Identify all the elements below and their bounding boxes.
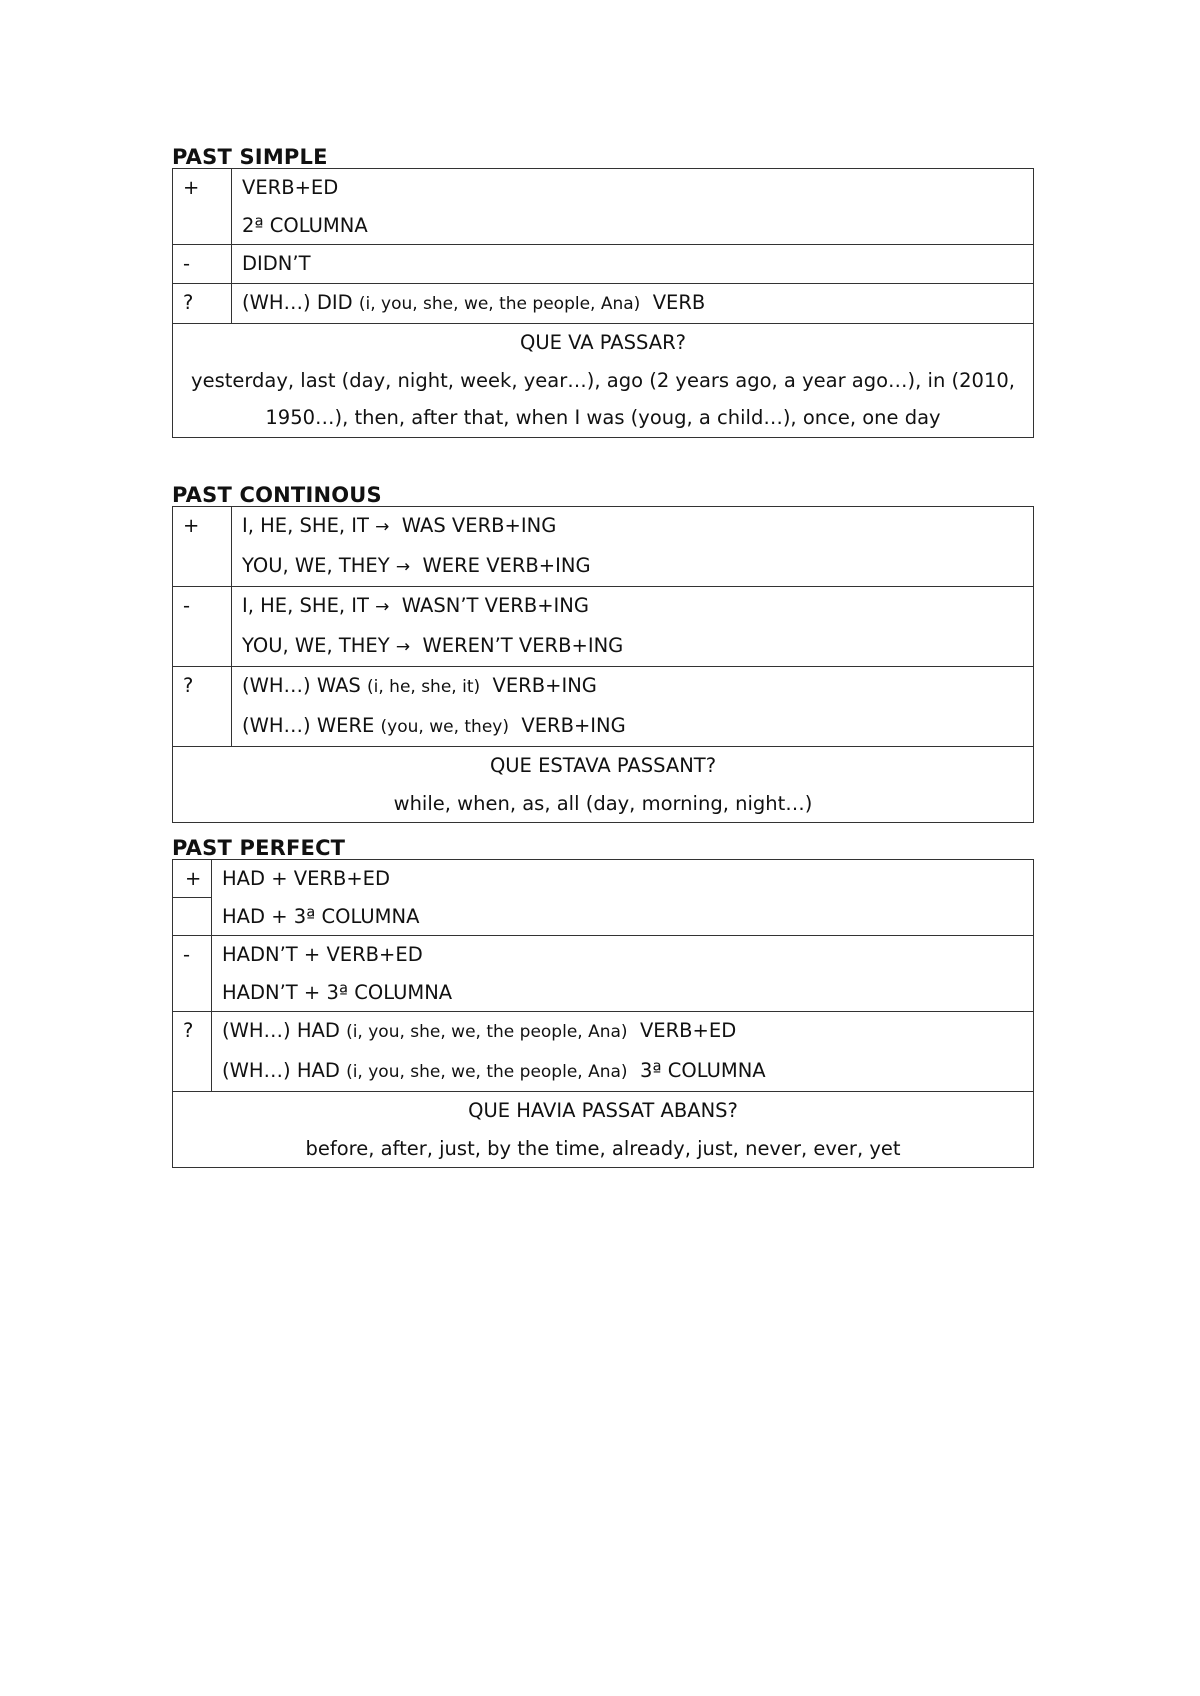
form-line — [242, 507, 1023, 547]
form-prefix: (WH…) WERE — [242, 713, 381, 737]
affirmative-symbol: + — [173, 507, 232, 587]
subject: I, HE, SHE, IT — [242, 514, 376, 537]
form-line — [242, 627, 1023, 667]
question-forms — [232, 283, 1034, 324]
form: WAS VERB+ING — [389, 514, 557, 537]
summary-title: QUE VA PASSAR? — [520, 331, 686, 354]
question-symbol: ? — [173, 283, 232, 324]
form-suffix: VERB+ING — [508, 713, 626, 737]
subject: YOU, WE, THEY — [242, 553, 396, 577]
past-perfect-table — [172, 859, 1034, 1168]
question-forms — [212, 1012, 1034, 1092]
form-line — [242, 587, 1023, 627]
form: WERE VERB+ING — [410, 553, 591, 577]
form-line: VERB+ED — [242, 176, 339, 199]
summary-text: before, after, just, by the time, already, just, never, ever, yet — [305, 1136, 901, 1160]
form: WASN’T VERB+ING — [389, 594, 590, 617]
question-symbol: ? — [173, 1012, 212, 1092]
form-line — [242, 707, 1023, 747]
pronouns: (i, you, she, we, the people, Ana) — [358, 293, 641, 314]
arrow-icon: → — [375, 517, 390, 537]
form-prefix: (WH…) WAS — [242, 674, 367, 697]
form-suffix: VERB+ED — [627, 1019, 737, 1042]
table-row — [173, 283, 1034, 324]
summary-text: while, when, as, all (day, morning, night…) — [393, 791, 813, 815]
summary-title: QUE ESTAVA PASSANT? — [489, 754, 717, 777]
affirmative-symbol — [173, 860, 212, 936]
time-expressions-cell — [173, 324, 1034, 438]
form: WEREN’T VERB+ING — [410, 633, 624, 657]
affirmative-forms — [212, 860, 1034, 936]
past-continuous-title: PAST CONTINOUS — [172, 483, 382, 507]
pronouns: (i, he, she, it) — [367, 677, 481, 697]
past-continuous-table — [172, 506, 1034, 823]
pronouns: (you, we, they) — [380, 716, 509, 737]
form-suffix: 3ª COLUMNA — [627, 1058, 766, 1082]
form-line — [242, 284, 1023, 324]
table-row — [173, 1012, 1034, 1092]
table-row — [173, 747, 1034, 823]
past-continuous-section — [172, 484, 1034, 823]
time-expressions-cell — [173, 1092, 1034, 1168]
form-line — [222, 1012, 1023, 1052]
past-simple-section — [172, 146, 1034, 438]
arrow-icon: → — [375, 597, 390, 617]
form-prefix: (WH…) HAD — [222, 1058, 347, 1082]
form-line: HAD + VERB+ED — [222, 867, 391, 890]
table-row — [173, 860, 1034, 936]
subject: I, HE, SHE, IT — [242, 594, 376, 617]
form-line — [242, 667, 1023, 707]
affirmative-forms — [232, 169, 1034, 245]
table-row — [173, 936, 1034, 1012]
subject: YOU, WE, THEY — [242, 633, 396, 657]
past-simple-title: PAST SIMPLE — [172, 145, 328, 169]
affirmative-symbol-label: + — [173, 860, 211, 898]
form-line: HADN’T + VERB+ED — [222, 943, 423, 966]
negative-forms — [232, 587, 1034, 667]
past-simple-table — [172, 168, 1034, 438]
affirmative-forms — [232, 507, 1034, 587]
form-suffix: VERB+ING — [480, 674, 597, 697]
table-row — [173, 245, 1034, 284]
empty-cell — [173, 898, 211, 935]
table-row — [173, 324, 1034, 438]
pronouns: (i, you, she, we, the people, Ana) — [346, 1061, 628, 1082]
negative-forms — [232, 245, 1034, 284]
form-line: 2ª COLUMNA — [242, 213, 368, 237]
table-row — [173, 507, 1034, 587]
form-line — [242, 547, 1023, 587]
time-expressions-cell — [173, 747, 1034, 823]
table-row — [173, 1092, 1034, 1168]
table-row — [173, 667, 1034, 747]
form-prefix: (WH…) DID — [242, 290, 359, 314]
negative-symbol: - — [173, 936, 212, 1012]
question-forms — [232, 667, 1034, 747]
negative-symbol: - — [173, 587, 232, 667]
table-row — [173, 587, 1034, 667]
form-line: HADN’T + 3ª COLUMNA — [222, 980, 453, 1004]
negative-forms — [212, 936, 1034, 1012]
affirmative-symbol: + — [173, 169, 232, 245]
past-perfect-section — [172, 837, 1034, 1168]
form-line — [222, 1052, 1023, 1092]
table-row — [173, 169, 1034, 245]
summary-title: QUE HAVIA PASSAT ABANS? — [468, 1099, 738, 1122]
summary-text: yesterday, last (day, night, week, year…), ago (2 years ago, a year ago…), in (2010, 1950…), then, after that, when I was (youg, a child…), once, one day — [191, 368, 1015, 429]
past-perfect-title: PAST PERFECT — [172, 836, 346, 860]
form-prefix: (WH…) HAD — [222, 1019, 347, 1042]
form-line: HAD + 3ª COLUMNA — [222, 904, 420, 928]
arrow-icon: → — [395, 636, 411, 657]
question-symbol: ? — [173, 667, 232, 747]
form-suffix: VERB — [640, 290, 706, 314]
negative-symbol: - — [173, 245, 232, 284]
arrow-icon: → — [395, 556, 411, 577]
form-line: DIDN’T — [242, 252, 311, 275]
pronouns: (i, you, she, we, the people, Ana) — [346, 1022, 628, 1042]
